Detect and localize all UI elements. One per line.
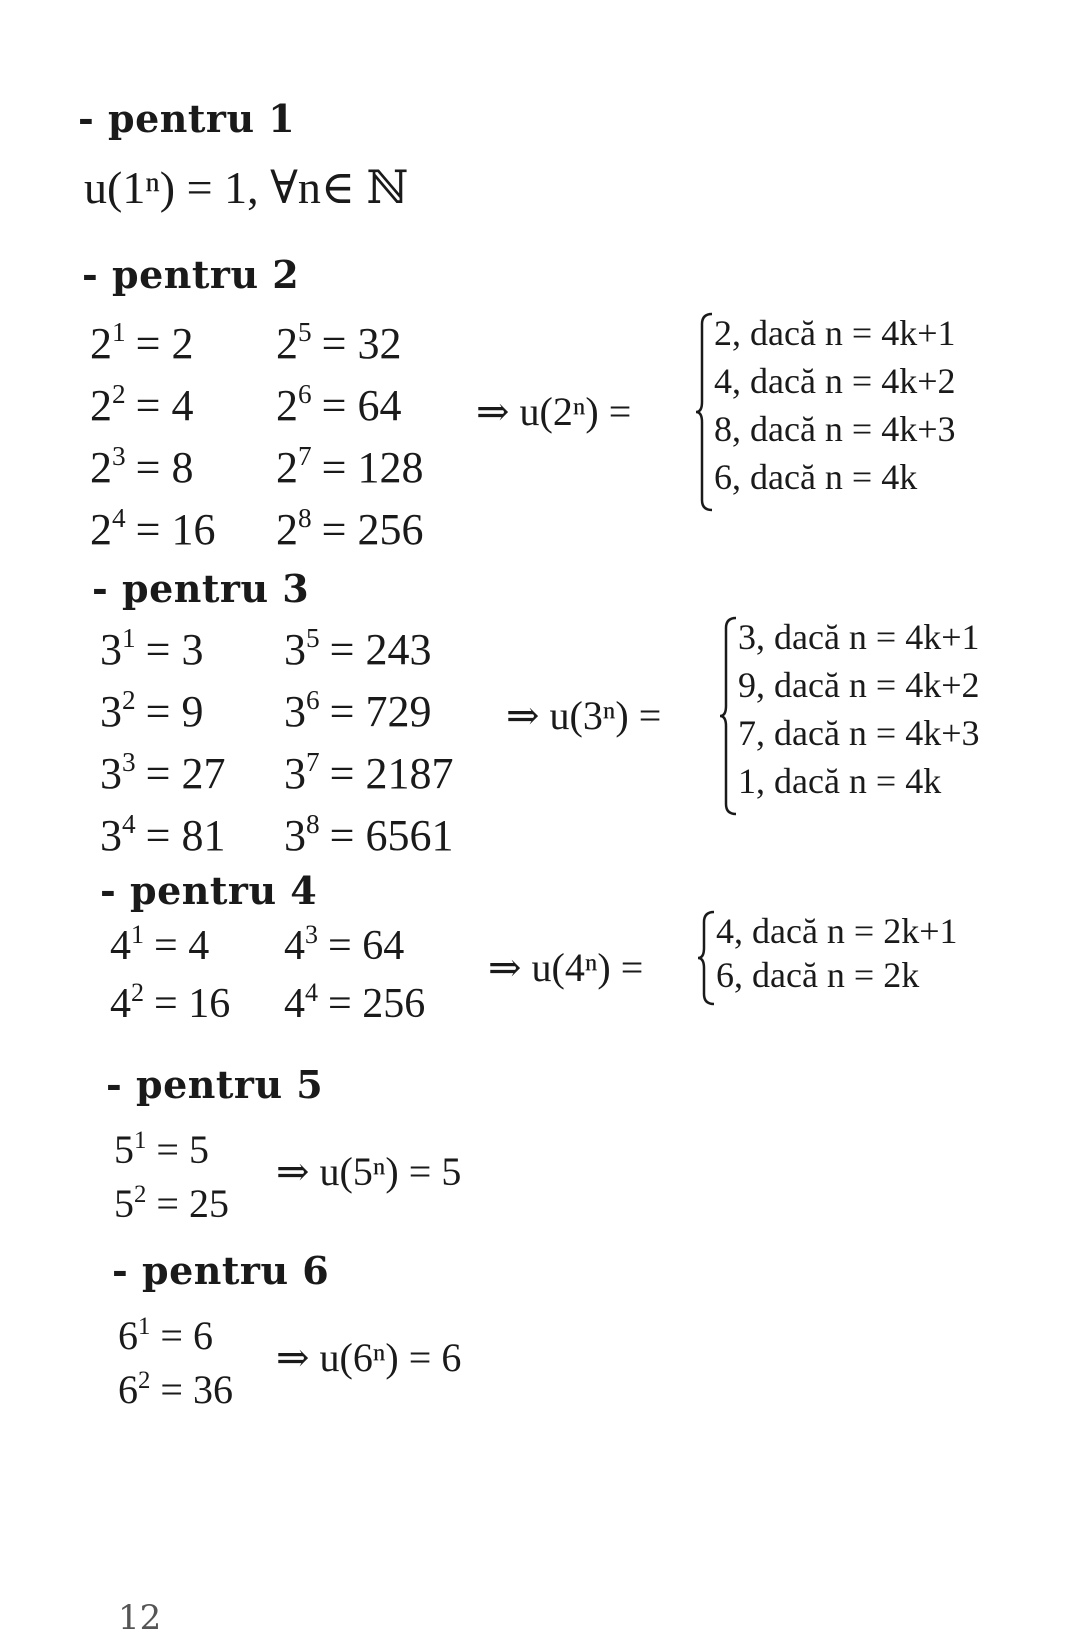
- power-base: 2: [276, 319, 298, 368]
- power-entry: [276, 442, 423, 493]
- power-value: = 4: [154, 923, 210, 969]
- power-value: = 2: [135, 319, 194, 368]
- power-entry: [90, 318, 193, 369]
- power-exponent: 2: [112, 379, 126, 410]
- power-base: 3: [284, 811, 306, 860]
- power-entry: [284, 919, 405, 970]
- power-base: 2: [276, 381, 298, 430]
- power-entry: [284, 686, 431, 737]
- power-base: 3: [100, 811, 122, 860]
- power-entry: [110, 919, 210, 970]
- heading-pentru-1: - pentru 1: [78, 96, 296, 141]
- power-exponent: 8: [298, 503, 312, 534]
- power-exponent: 4: [305, 977, 319, 1007]
- power-value: = 27: [145, 749, 226, 798]
- power-entry: [114, 1126, 209, 1173]
- implies-u3: ⇒ u(3ⁿ) =: [506, 693, 662, 738]
- power-base: 2: [90, 505, 112, 554]
- heading-pentru-3: - pentru 3: [92, 566, 310, 611]
- power-exponent: 5: [306, 623, 320, 654]
- cases-u3: [718, 616, 1058, 816]
- power-base: 4: [110, 981, 131, 1027]
- power-exponent: 3: [305, 919, 319, 949]
- power-exponent: 2: [138, 1366, 151, 1394]
- power-entry: [118, 1366, 233, 1413]
- cases-u2: [694, 312, 1034, 512]
- power-entry: [90, 380, 193, 431]
- case-line: 8, dacă n = 4k+3: [714, 409, 956, 449]
- power-entry: [284, 624, 431, 675]
- power-entry: [276, 380, 401, 431]
- formula-u1: u(1ⁿ) = 1, ∀n∈ ℕ: [84, 162, 409, 213]
- power-value: = 36: [160, 1367, 233, 1412]
- power-value: = 81: [145, 811, 226, 860]
- case-line: 9, dacă n = 4k+2: [738, 665, 980, 705]
- power-value: = 2187: [329, 749, 454, 798]
- heading-pentru-4: - pentru 4: [100, 868, 318, 913]
- case-line: 2, dacă n = 4k+1: [714, 313, 956, 353]
- power-entry: [100, 748, 225, 799]
- power-entry: [118, 1312, 213, 1359]
- power-entry: [90, 504, 215, 555]
- power-exponent: 3: [122, 747, 136, 778]
- power-base: 6: [118, 1367, 138, 1412]
- power-value: = 4: [135, 381, 194, 430]
- power-base: 2: [276, 505, 298, 554]
- power-base: 3: [100, 625, 122, 674]
- power-entry: [276, 504, 423, 555]
- power-exponent: 1: [138, 1312, 151, 1340]
- power-value: = 5: [156, 1127, 209, 1172]
- power-entry: [90, 442, 193, 493]
- power-exponent: 1: [112, 317, 126, 348]
- power-entry: [276, 318, 401, 369]
- power-base: 2: [276, 443, 298, 492]
- power-exponent: 5: [298, 317, 312, 348]
- case-line: 3, dacă n = 4k+1: [738, 617, 980, 657]
- power-base: 6: [118, 1313, 138, 1358]
- page-number: 12: [118, 1598, 162, 1638]
- power-value: = 16: [154, 981, 231, 1027]
- power-entry: [284, 810, 453, 861]
- power-exponent: 4: [112, 503, 126, 534]
- case-line: 7, dacă n = 4k+3: [738, 713, 980, 753]
- power-value: = 6561: [329, 811, 454, 860]
- power-exponent: 6: [298, 379, 312, 410]
- case-line: 6, dacă n = 2k: [716, 955, 920, 995]
- case-line: 6, dacă n = 4k: [714, 457, 918, 497]
- power-exponent: 6: [306, 685, 320, 716]
- power-exponent: 2: [122, 685, 136, 716]
- power-value: = 3: [145, 625, 204, 674]
- power-value: = 256: [321, 505, 424, 554]
- implies-u5: ⇒ u(5ⁿ) = 5: [276, 1149, 462, 1194]
- implies-u4: ⇒ u(4ⁿ) =: [488, 945, 644, 990]
- power-entry: [100, 624, 203, 675]
- power-exponent: 2: [131, 977, 145, 1007]
- power-base: 4: [284, 923, 305, 969]
- power-entry: [284, 748, 453, 799]
- power-entry: [114, 1180, 229, 1227]
- case-line: 4, dacă n = 4k+2: [714, 361, 956, 401]
- left-brace: [694, 312, 716, 512]
- power-exponent: 1: [122, 623, 136, 654]
- power-value: = 729: [329, 687, 432, 736]
- power-value: = 25: [156, 1181, 229, 1226]
- power-value: = 32: [321, 319, 402, 368]
- power-entry: [100, 810, 225, 861]
- power-value: = 6: [160, 1313, 213, 1358]
- power-base: 5: [114, 1181, 134, 1226]
- power-base: 2: [90, 443, 112, 492]
- case-line: 1, dacă n = 4k: [738, 761, 942, 801]
- power-exponent: 2: [134, 1180, 147, 1208]
- power-value: = 243: [329, 625, 432, 674]
- power-exponent: 1: [131, 919, 145, 949]
- power-exponent: 4: [122, 809, 136, 840]
- left-brace: [718, 616, 740, 816]
- power-base: 3: [284, 749, 306, 798]
- power-base: 5: [114, 1127, 134, 1172]
- power-exponent: 1: [134, 1126, 147, 1154]
- power-base: 3: [100, 749, 122, 798]
- power-exponent: 7: [298, 441, 312, 472]
- power-exponent: 3: [112, 441, 126, 472]
- power-entry: [100, 686, 203, 737]
- power-base: 3: [284, 687, 306, 736]
- implies-u2: ⇒ u(2ⁿ) =: [476, 389, 632, 434]
- power-base: 2: [90, 381, 112, 430]
- case-line: 4, dacă n = 2k+1: [716, 911, 958, 951]
- cases-u4: [696, 910, 1036, 1010]
- power-value: = 64: [328, 923, 405, 969]
- power-value: = 128: [321, 443, 424, 492]
- power-value: = 9: [145, 687, 204, 736]
- power-base: 4: [110, 923, 131, 969]
- power-base: 4: [284, 981, 305, 1027]
- power-exponent: 8: [306, 809, 320, 840]
- power-base: 3: [284, 625, 306, 674]
- power-base: 3: [100, 687, 122, 736]
- left-brace: [696, 910, 718, 1006]
- power-exponent: 7: [306, 747, 320, 778]
- power-value: = 64: [321, 381, 402, 430]
- implies-u6: ⇒ u(6ⁿ) = 6: [276, 1335, 462, 1380]
- power-value: = 16: [135, 505, 216, 554]
- power-entry: [284, 977, 426, 1028]
- heading-pentru-5: - pentru 5: [106, 1062, 324, 1107]
- heading-pentru-6: - pentru 6: [112, 1248, 330, 1293]
- power-base: 2: [90, 319, 112, 368]
- power-entry: [110, 977, 231, 1028]
- power-value: = 8: [135, 443, 194, 492]
- heading-pentru-2: - pentru 2: [82, 252, 300, 297]
- power-value: = 256: [328, 981, 426, 1027]
